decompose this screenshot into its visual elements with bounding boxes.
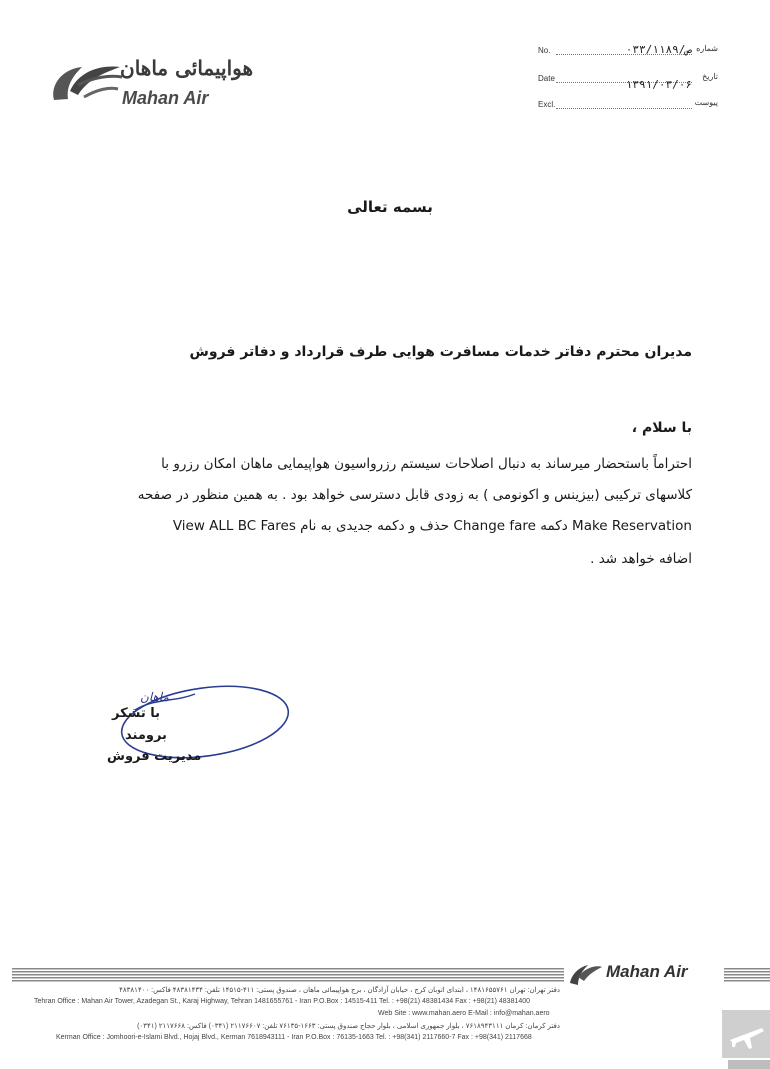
web-contact: Web Site : www.mahan.aero E-Mail : info@mahan.aero xyxy=(378,1010,550,1017)
basmala-heading: بسمه تعالی xyxy=(347,198,433,216)
handwritten-signature: ماهان xyxy=(140,690,169,704)
paragraph-line: Make Reservation دکمه Change fare حذف و دکمه جدیدی به نام View ALL BC Fares xyxy=(172,518,692,534)
ref-attachment-label: Excl. xyxy=(538,100,556,109)
plane-icon xyxy=(722,1010,770,1058)
ref-number-row xyxy=(538,44,718,62)
kerman-office-fa: دفتر کرمان: کرمان ۷۶۱۸۹۴۳۱۱۱ ، بلوار جمهوری اسلامی ، بلوار حجاج صندوق پستی: ۱۶۶۳-۷۶۱۳۵ تلفن: ۲۱۱۷۶۶۰۷ (۰۳۴۱) فاکس: ۲۱۱۷۶۶۸ (۰۳۴۱) xyxy=(137,1023,560,1030)
greeting-line: با سلام ، xyxy=(631,420,692,436)
logo-english-text: Mahan Air xyxy=(122,88,209,108)
paragraph-line: احتراماً باستحضار میرساند به دنبال اصلاحات سیستم رزرواسیون هواپیمایی ماهان امکان رزرو با xyxy=(161,456,692,472)
recipient-line: مدیران محترم دفاتر خدمات مسافرت هوایی طرف قرارداد و دفاتر فروش xyxy=(189,344,692,360)
ref-number-label: No. xyxy=(538,46,551,55)
footer-corner-bar xyxy=(728,1060,770,1069)
ref-attachment-label-fa: پیوست xyxy=(694,98,718,107)
footer-logo-text: Mahan Air xyxy=(606,962,688,981)
paragraph-line: اضافه خواهد شد . xyxy=(590,551,692,567)
ref-attachment-row xyxy=(538,98,718,116)
footer-logo-icon xyxy=(568,961,604,987)
tehran-office-en: Tehran Office : Mahan Air Tower, Azadegan St., Karaj Highway, Tehran 1481655761 - Iran P.O.Box : 14515-411 Tel. : +98(21) 48381434 Fax : +98(21) 48381400 xyxy=(34,998,531,1005)
logo-persian-text: هواپیمائی ماهان xyxy=(120,56,254,80)
ref-number-value: ۰۳۳/۱۱۸۹/ص xyxy=(625,43,692,56)
kerman-office-en: Kerman Office : Jomhoori-e-Islami Blvd., Hojaj Blvd., Kerman 7618943111 - Iran P.O.Box : 76135-1663 Tel. : +98(341) 2117660-7 Fax : +98(341) 2117668 xyxy=(56,1034,532,1041)
paragraph-line: کلاسهای ترکیبی (بیزینس و اکونومی ) به زودی قابل دسترسی خواهد بود . به همین منظور در صفحه xyxy=(137,487,692,503)
ref-date-row xyxy=(538,72,718,90)
signature-department: مدیریت فروش xyxy=(107,749,202,764)
signature-name: برومند xyxy=(125,728,167,743)
tehran-office-fa: دفتر تهران: تهران ۱۴۸۱۶۵۵۷۶۱ ، ابتدای اتوبان کرج ، خیابان آزادگان ، برج هواپیمائی ماهان ، صندوق پستی: ۴۱۱-۱۴۵۱۵ تلفن: ۴۸۳۸۱۴۳۴ فاکس: ۴۸۳۸۱۴۰۰ xyxy=(119,987,560,994)
ref-date-value: ۱۳۹۱/۰۳/۰۶ xyxy=(625,78,692,91)
footer-stripes xyxy=(12,968,564,982)
signature-closing: با تشکر xyxy=(112,706,161,721)
footer-stripes-right xyxy=(724,968,770,982)
ref-date-label: Date xyxy=(538,74,555,83)
ref-date-label-fa: تاریخ xyxy=(702,72,718,81)
ref-number-label-fa: شماره xyxy=(696,44,718,53)
